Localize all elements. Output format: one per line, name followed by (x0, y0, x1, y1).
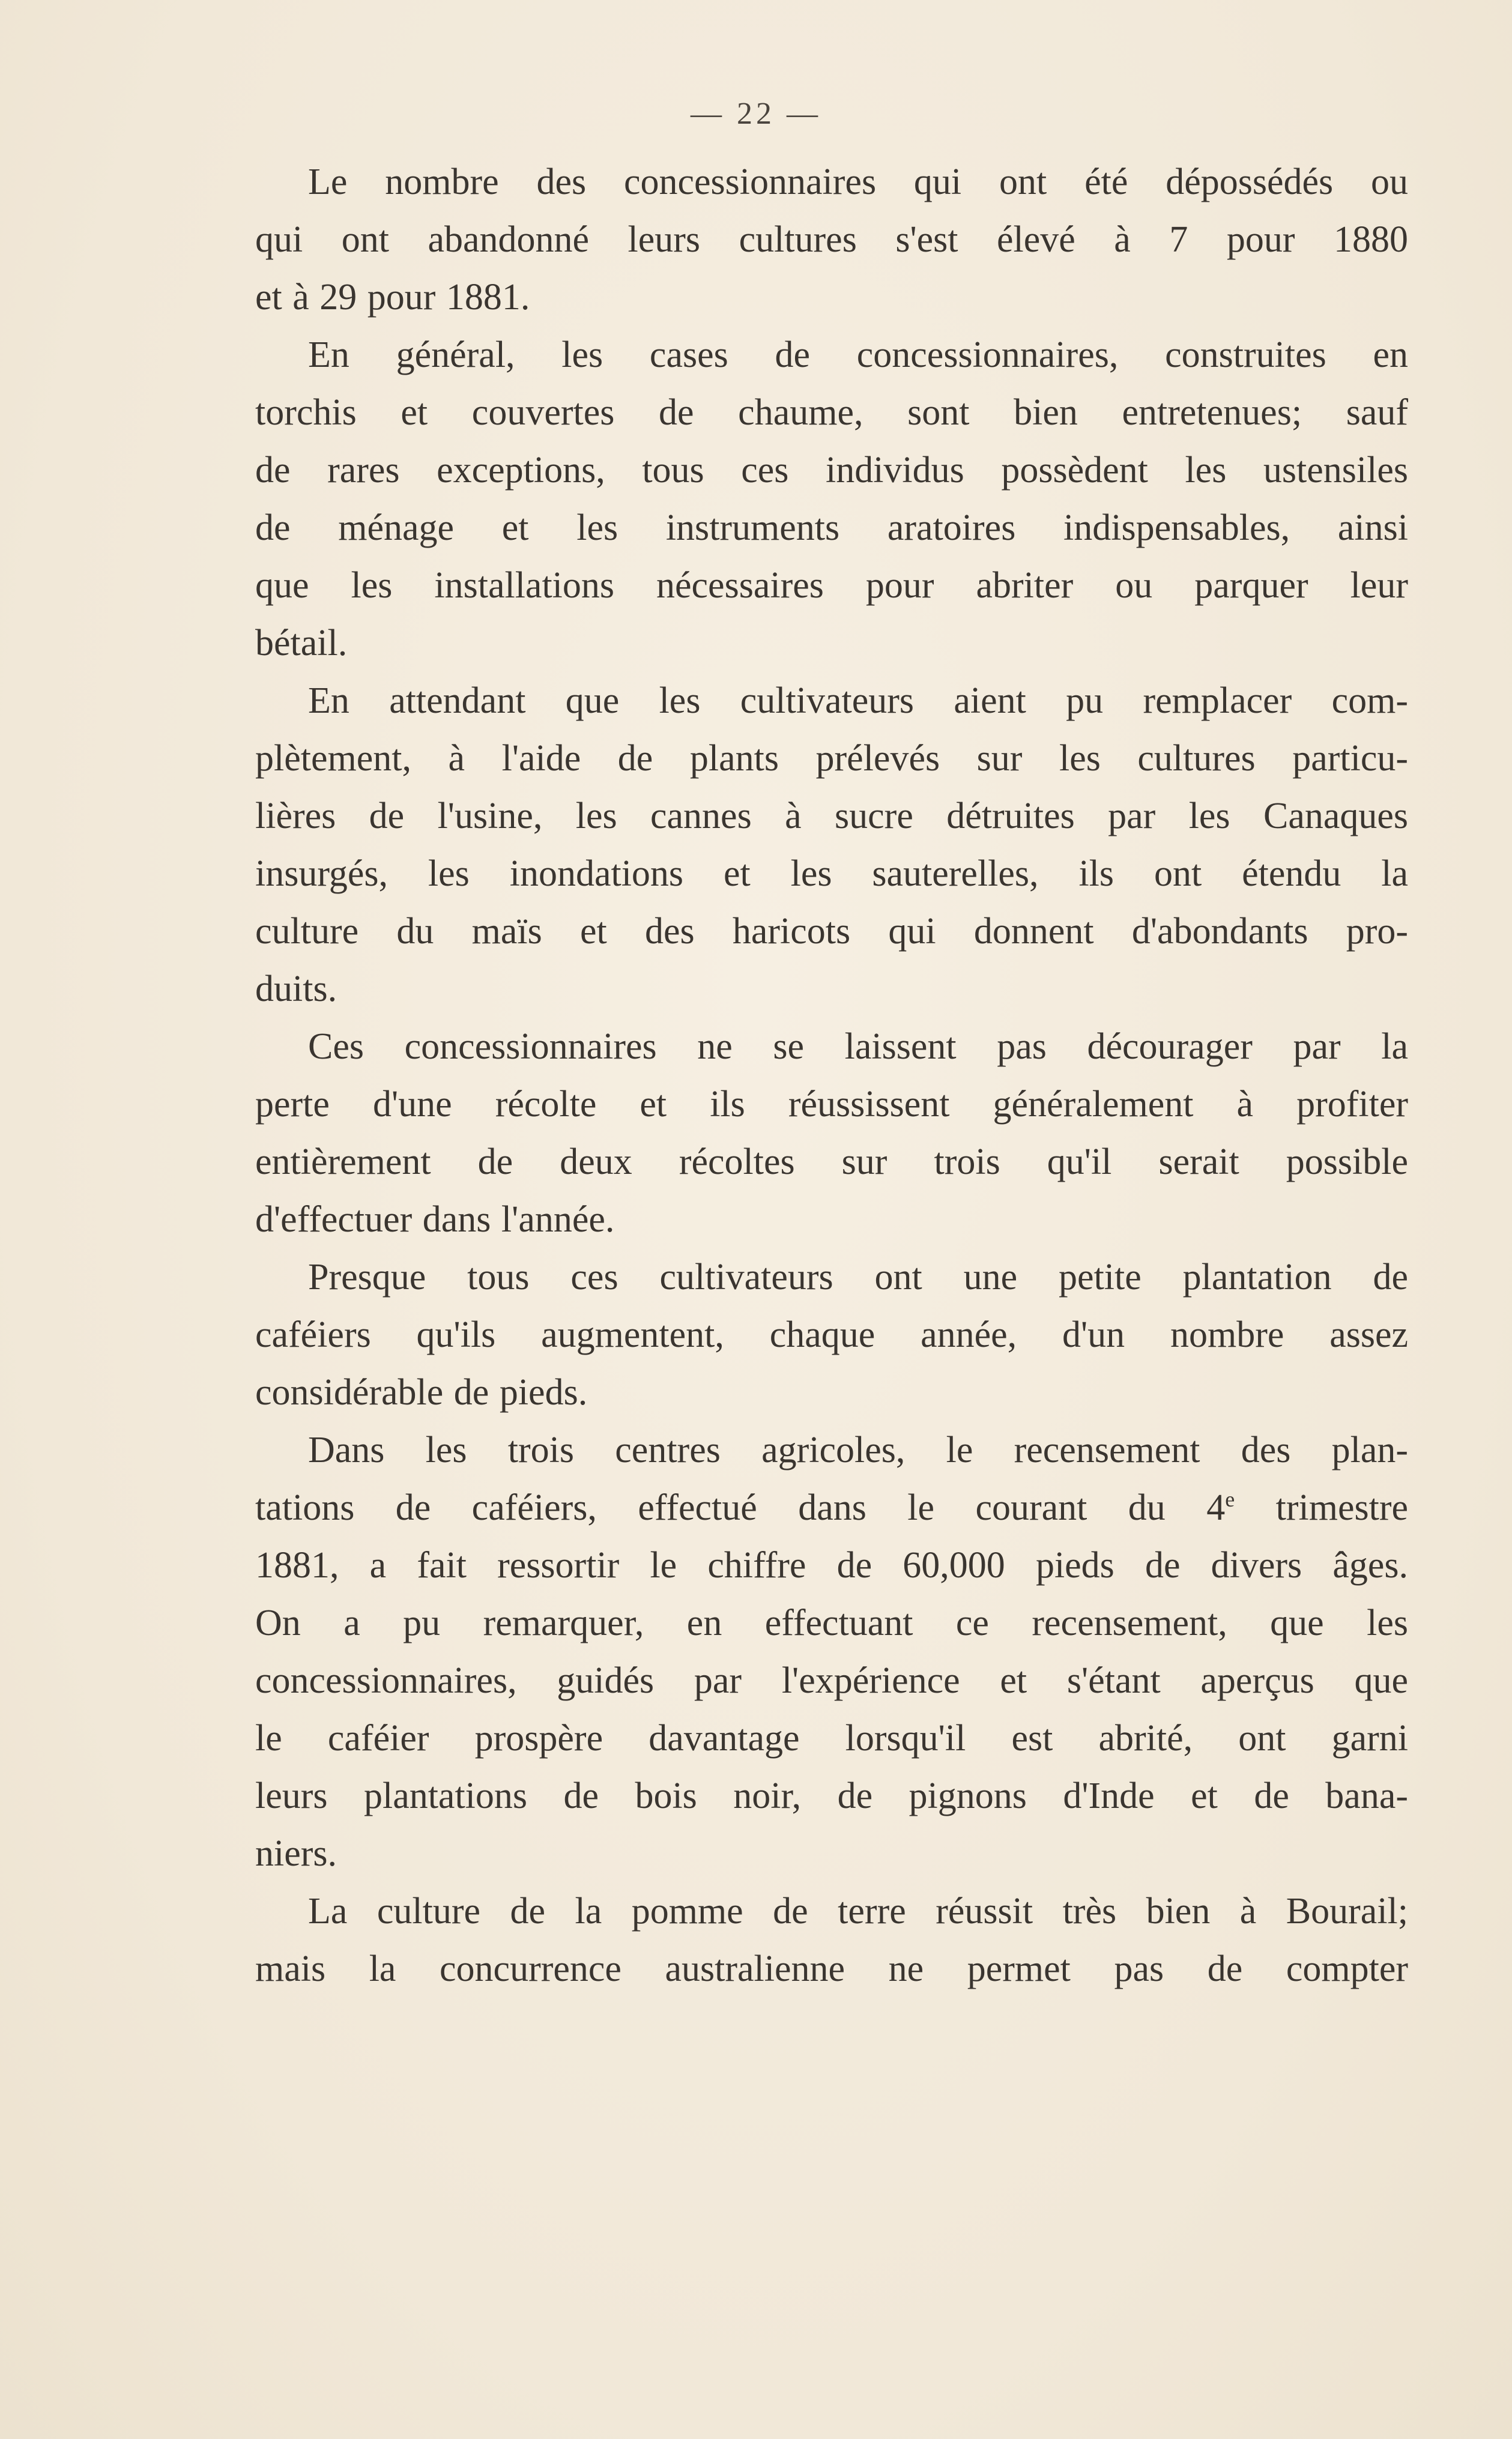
text-segment: trimestre (1235, 1487, 1408, 1528)
text-line: lières de l'usine, les cannes à sucre détruites par les Canaques (255, 796, 1408, 836)
text-line: plètement, à l'aide de plants prélevés sur les cultures particu- (255, 738, 1408, 779)
text-line: que les installations nécessaires pour abriter ou parquer leur (255, 565, 1408, 606)
paragraph-7 (255, 1882, 1408, 1998)
text-line: culture du maïs et des haricots qui donnent d'abondants pro- (255, 911, 1408, 952)
text-line: mais la concurrence australienne ne permet pas de compter (255, 1948, 1408, 1989)
text-line: le caféier prospère davantage lorsqu'il est abrité, ont garni (255, 1718, 1408, 1759)
text-line: leurs plantations de bois noir, de pignons d'Inde et de bana- (255, 1776, 1408, 1816)
text-line: Presque tous ces cultivateurs ont une petite plantation de (308, 1257, 1408, 1298)
text-line: Ces concessionnaires ne se laissent pas décourager par la (308, 1026, 1408, 1067)
text-line: Dans les trois centres agricoles, le recensement des plan- (308, 1430, 1408, 1470)
text-line: d'effectuer dans l'année. (255, 1199, 615, 1240)
text-line: de ménage et les instruments aratoires indispensables, ainsi (255, 507, 1408, 548)
text-line: 1881, a fait ressortir le chiffre de 60,000 pieds de divers âges. (255, 1545, 1408, 1586)
paragraph-3 (255, 672, 1408, 1018)
text-line: considérable de pieds. (255, 1372, 588, 1413)
text-line: caféiers qu'ils augmentent, chaque année, d'un nombre assez (255, 1314, 1408, 1355)
body-text (255, 153, 1408, 1998)
text-line: On a pu remarquer, en effectuant ce recensement, que les (255, 1603, 1408, 1643)
text-line: En attendant que les cultivateurs aient pu remplacer com- (308, 680, 1408, 721)
text-line: perte d'une récolte et ils réussissent généralement à profiter (255, 1084, 1408, 1125)
text-line: Le nombre des concessionnaires qui ont été dépossédés ou (308, 162, 1408, 202)
paragraph-6 (255, 1421, 1408, 1882)
superscript: e (1225, 1487, 1235, 1511)
text-line: niers. (255, 1833, 337, 1874)
text-line: La culture de la pomme de terre réussit très bien à Bourail; (308, 1891, 1408, 1932)
text-line: torchis et couvertes de chaume, sont bien entretenues; sauf (255, 392, 1408, 433)
text-line: qui ont abandonné leurs cultures s'est élevé à 7 pour 1880 (255, 219, 1408, 260)
paragraph-4 (255, 1018, 1408, 1248)
paragraph-2 (255, 326, 1408, 672)
paragraph-5 (255, 1248, 1408, 1421)
text-line (255, 1479, 1408, 1537)
text-line: insurgés, les inondations et les sauterelles, ils ont étendu la (255, 853, 1408, 894)
text-line: de rares exceptions, tous ces individus possèdent les ustensiles (255, 450, 1408, 491)
text-line: entièrement de deux récoltes sur trois qu'il serait possible (255, 1141, 1408, 1182)
text-line: duits. (255, 969, 337, 1009)
page-number: — 22 — (691, 97, 821, 131)
text-line: concessionnaires, guidés par l'expérience et s'étant aperçus que (255, 1660, 1408, 1701)
text-line: et à 29 pour 1881. (255, 277, 530, 318)
text-line: bétail. (255, 623, 348, 663)
paragraph-1 (255, 153, 1408, 326)
text-line: En général, les cases de concessionnaires, construites en (308, 334, 1408, 375)
text-segment: tations de caféiers, effectué dans le courant du 4 (255, 1487, 1226, 1528)
